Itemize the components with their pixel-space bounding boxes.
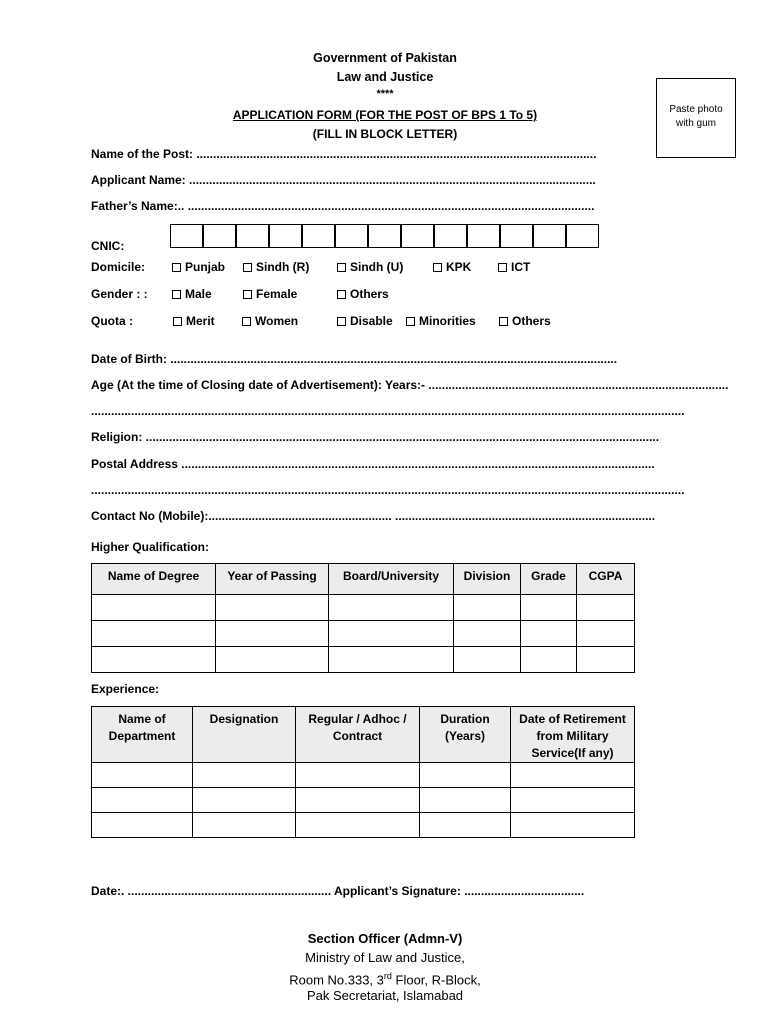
cnic-digit-box[interactable] bbox=[170, 224, 203, 248]
dob-label: Date of Birth: bbox=[91, 352, 167, 366]
form-title: APPLICATION FORM (FOR THE POST OF BPS 1 To 5) bbox=[232, 108, 538, 122]
cnic-digit-box[interactable] bbox=[368, 224, 401, 248]
cnic-digit-box[interactable] bbox=[335, 224, 368, 248]
checkbox-icon bbox=[243, 263, 252, 272]
age-field[interactable]: Age (At the time of Closing date of Advertisement): Years:- .......................................................................................... bbox=[91, 378, 729, 392]
qualification-header-grade: Grade bbox=[521, 564, 577, 595]
gender-option-others[interactable]: Others bbox=[337, 287, 389, 301]
cnic-label: CNIC: bbox=[91, 239, 125, 253]
qualification-header-degree: Name of Degree bbox=[92, 564, 216, 595]
domicile-option-sindh-r[interactable]: Sindh (R) bbox=[243, 260, 309, 274]
checkbox-icon bbox=[173, 317, 182, 326]
cnic-digit-box[interactable] bbox=[269, 224, 302, 248]
quota-option-merit[interactable]: Merit bbox=[173, 314, 215, 328]
cnic-digit-box[interactable] bbox=[566, 224, 599, 248]
father-name-label: Father’s Name:.. bbox=[91, 199, 185, 213]
age-continuation-line[interactable]: .................................................................................................................................................................................. bbox=[91, 404, 685, 418]
table-row bbox=[92, 763, 635, 788]
checkbox-icon bbox=[498, 263, 507, 272]
quota-option-women[interactable]: Women bbox=[242, 314, 298, 328]
footer-address: Pak Secretariat, Islamabad bbox=[306, 988, 464, 1003]
father-name-field[interactable]: Father’s Name:.. .......................................................................................................................... bbox=[91, 199, 595, 213]
post-field[interactable]: Name of the Post: ........................................................................................................................ bbox=[91, 147, 597, 161]
domicile-option-punjab[interactable]: Punjab bbox=[172, 260, 225, 274]
gender-option-male[interactable]: Male bbox=[172, 287, 212, 301]
experience-header-retirement: Date of Retirement from Military Service(If any) bbox=[511, 707, 635, 763]
header-government: Government of Pakistan bbox=[313, 51, 457, 65]
applicant-name-field[interactable]: Applicant Name: .......................................................................................................................... bbox=[91, 173, 596, 187]
contact-field[interactable]: Contact No (Mobile):....................................................... .............................................................................. bbox=[91, 509, 656, 523]
dob-field[interactable]: Date of Birth: ...................................................................................................................................... bbox=[91, 352, 618, 366]
cnic-digit-box[interactable] bbox=[434, 224, 467, 248]
cnic-digit-box[interactable] bbox=[203, 224, 236, 248]
cnic-digit-box[interactable] bbox=[302, 224, 335, 248]
cnic-digit-box[interactable] bbox=[500, 224, 533, 248]
footer-ministry: Ministry of Law and Justice, bbox=[305, 950, 465, 965]
experience-header-duration: Duration (Years) bbox=[420, 707, 511, 763]
table-row bbox=[92, 813, 635, 838]
cnic-digit-box[interactable] bbox=[533, 224, 566, 248]
photo-box bbox=[656, 78, 736, 158]
quota-option-minorities[interactable]: Minorities bbox=[406, 314, 476, 328]
domicile-option-sindh-u[interactable]: Sindh (U) bbox=[337, 260, 403, 274]
checkbox-icon bbox=[172, 263, 181, 272]
footer-title: Section Officer (Admn-V) bbox=[307, 931, 463, 946]
table-row bbox=[92, 595, 635, 621]
checkbox-icon bbox=[242, 317, 251, 326]
date-label: Date:. bbox=[91, 884, 125, 898]
postal-address-field[interactable]: Postal Address .............................................................................................................................................. bbox=[91, 457, 655, 471]
cnic-digit-box[interactable] bbox=[236, 224, 269, 248]
qualification-header-year: Year of Passing bbox=[216, 564, 329, 595]
quota-option-disable[interactable]: Disable bbox=[337, 314, 393, 328]
checkbox-icon bbox=[337, 263, 346, 272]
checkbox-icon bbox=[337, 290, 346, 299]
higher-qualification-label: Higher Qualification: bbox=[91, 540, 210, 554]
religion-field[interactable]: Religion: .......................................................................................................................................................... bbox=[91, 430, 660, 444]
checkbox-icon bbox=[337, 317, 346, 326]
header-ministry: Law and Justice bbox=[336, 70, 434, 84]
quota-option-others[interactable]: Others bbox=[499, 314, 551, 328]
table-row bbox=[92, 647, 635, 673]
gender-label: Gender : : bbox=[91, 287, 148, 301]
table-row bbox=[92, 788, 635, 813]
checkbox-icon bbox=[243, 290, 252, 299]
gender-option-female[interactable]: Female bbox=[243, 287, 297, 301]
photo-box-line2: with gum bbox=[675, 118, 716, 129]
qualification-header-division: Division bbox=[454, 564, 521, 595]
experience-table bbox=[91, 706, 635, 838]
experience-header-contract-type: Regular / Adhoc / Contract bbox=[296, 707, 420, 763]
experience-header-department: Name of Department bbox=[92, 707, 193, 763]
footer-room: Room No.333, 3rd Floor, R-Block, bbox=[289, 971, 481, 988]
domicile-label: Domicile: bbox=[91, 260, 146, 274]
post-label: Name of the Post: bbox=[91, 147, 194, 161]
qualification-header-cgpa: CGPA bbox=[577, 564, 635, 595]
experience-label: Experience: bbox=[91, 682, 160, 696]
qualification-header-board: Board/University bbox=[329, 564, 454, 595]
photo-box-line1: Paste photo bbox=[669, 104, 723, 115]
cnic-digit-box[interactable] bbox=[467, 224, 500, 248]
postal-address-continuation-line[interactable]: .................................................................................................................................................................................. bbox=[91, 483, 685, 497]
checkbox-icon bbox=[172, 290, 181, 299]
cnic-digit-box[interactable] bbox=[401, 224, 434, 248]
checkbox-icon bbox=[499, 317, 508, 326]
experience-header-designation: Designation bbox=[193, 707, 296, 763]
table-row bbox=[92, 621, 635, 647]
header-stars: **** bbox=[376, 88, 394, 100]
religion-label: Religion: bbox=[91, 430, 143, 444]
checkbox-icon bbox=[406, 317, 415, 326]
qualification-table bbox=[91, 563, 635, 673]
domicile-option-kpk[interactable]: KPK bbox=[433, 260, 471, 274]
signature-label: Applicant’s Signature: bbox=[333, 884, 461, 898]
domicile-option-ict[interactable]: ICT bbox=[498, 260, 530, 274]
contact-label: Contact No (Mobile): bbox=[91, 509, 209, 523]
date-signature-line[interactable]: Date:. ............................................................. Applicant’s Signature: .................................... bbox=[91, 884, 585, 898]
form-instruction: (FILL IN BLOCK LETTER) bbox=[312, 127, 458, 141]
postal-address-label: Postal Address bbox=[91, 457, 178, 471]
quota-label: Quota : bbox=[91, 314, 133, 328]
checkbox-icon bbox=[433, 263, 442, 272]
applicant-name-label: Applicant Name: bbox=[91, 173, 186, 187]
age-label: Age (At the time of Closing date of Advertisement): Years:- bbox=[91, 378, 426, 392]
